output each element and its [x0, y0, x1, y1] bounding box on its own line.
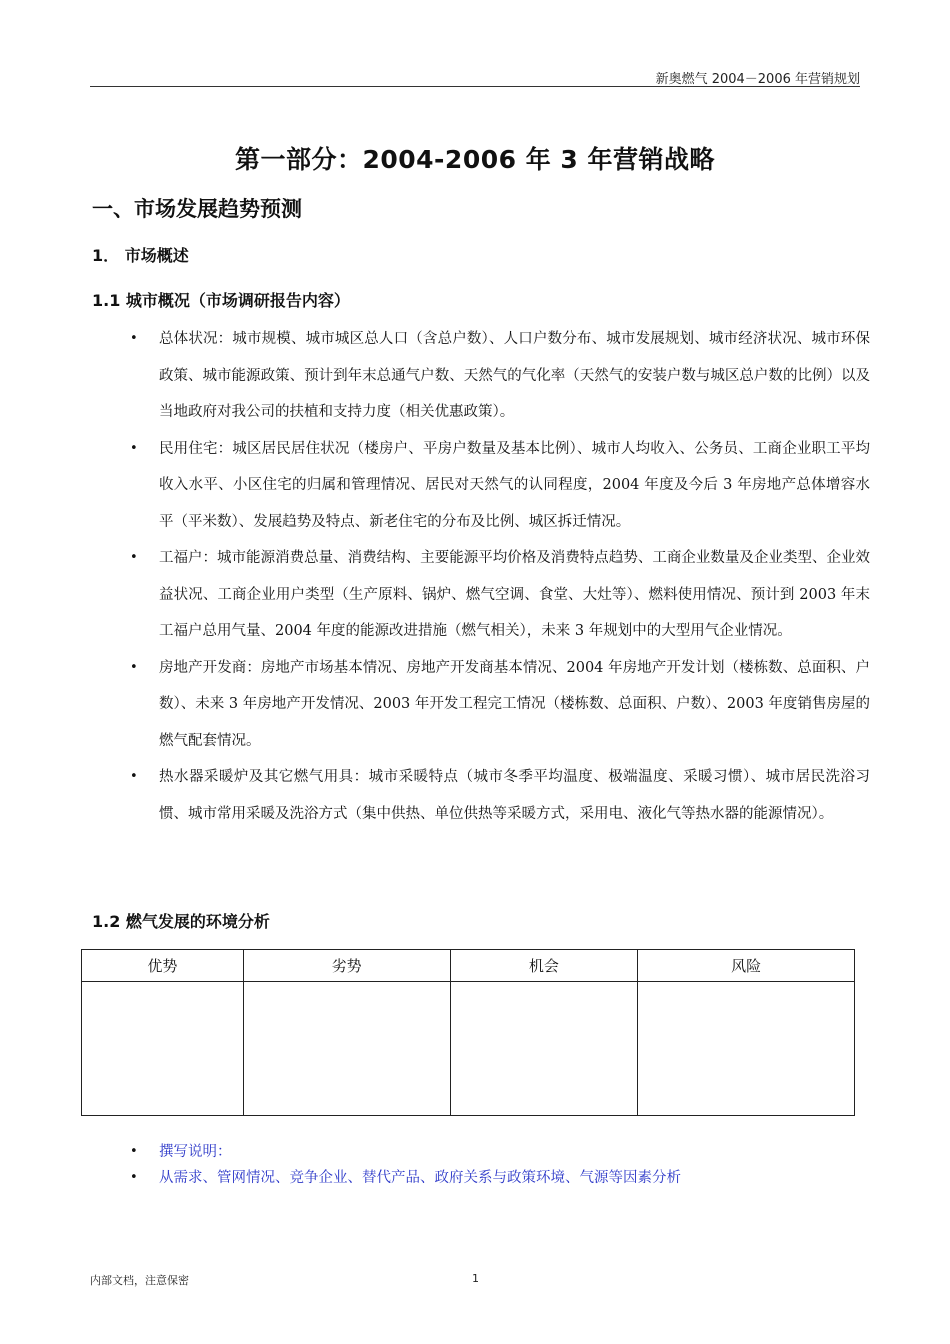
- column-header-opportunities: 机会: [450, 950, 638, 982]
- subsubsection-heading: 1.1 城市概况（市场调研报告内容）: [92, 291, 350, 310]
- page-header: 新奥燃气 2004－2006 年营销规划: [655, 72, 860, 87]
- list-item-text: 总体状况：城市规模、城市城区总人口（含总户数）、人口户数分布、城市发展规划、城市经济状况、城市环保政策、城市能源政策、预计到年末总通气户数、天然气的气化率（天然气的安装户数与城区总户数的比例）以及当地政府对我公司的扶植和支持力度（相关优惠政策）。: [159, 331, 870, 420]
- list-item: [130, 431, 870, 541]
- list-item-text: 工福户：城市能源消费总量、消费结构、主要能源平均价格及消费特点趋势、工商企业数量及企业类型、企业效益状况、工商企业用户类型（生产原料、锅炉、燃气空调、食堂、大灶等）、燃料使用情况、预计到 2003 年末工福户总用气量、2004 年度的能源改进措施（燃气相关），未来 3 年规划中的大型用气企业情况。: [159, 550, 870, 639]
- table-header-row: [82, 950, 855, 982]
- table-cell: [82, 982, 244, 1116]
- table-cell: [638, 982, 855, 1116]
- swot-table: [81, 949, 855, 1116]
- column-header-weaknesses: 劣势: [243, 950, 450, 982]
- column-header-risks: 风险: [638, 950, 855, 982]
- footer-confidential: 内部文档，注意保密: [90, 1274, 189, 1287]
- list-item: [130, 759, 870, 832]
- list-item-text: 热水器采暖炉及其它燃气用具：城市采暖特点（城市冬季平均温度、极端温度、采暖习惯）、城市居民洗浴习惯、城市常用采暖及洗浴方式（集中供热、单位供热等采暖方式，采用电、液化气等热水器的能源情况）。: [159, 769, 870, 822]
- note-item: [130, 1165, 870, 1191]
- list-item: [130, 540, 870, 650]
- bullet-icon: •: [130, 331, 138, 346]
- bullet-icon: •: [130, 769, 138, 784]
- table-cell: [450, 982, 638, 1116]
- header-divider: [90, 86, 860, 87]
- list-item-text: 民用住宅：城区居民居住状况（楼房户、平房户数量及基本比例）、城市人均收入、公务员、工商企业职工平均收入水平、小区住宅的归属和管理情况、居民对天然气的认同程度，2004 年度及今后 3 年房地产总体增容水平（平米数）、发展趋势及特点、新老住宅的分布及比例、城区拆迁情况。: [159, 440, 870, 530]
- note-text: 从需求、管网情况、竞争企业、替代产品、政府关系与政策环境、气源等因素分析: [159, 1170, 681, 1186]
- bullet-icon: •: [130, 550, 138, 565]
- note-text: 撰写说明：: [159, 1144, 232, 1160]
- note-item: [130, 1139, 870, 1165]
- city-overview-list: [130, 321, 870, 832]
- table-cell: [243, 982, 450, 1116]
- writing-notes: [130, 1139, 870, 1191]
- list-item: [130, 650, 870, 760]
- column-header-strengths: 优势: [82, 950, 244, 982]
- bullet-icon: •: [130, 1170, 138, 1185]
- bullet-icon: •: [130, 1144, 138, 1159]
- bullet-icon: •: [130, 659, 138, 675]
- page-number: 1: [472, 1272, 479, 1285]
- list-item-text: 房地产开发商：房地产市场基本情况、房地产开发商基本情况、2004 年房地产开发计划（楼栋数、总面积、户数）、未来 3 年房地产开发情况、2003 年开发工程完工情况（楼栋数、总面积、户数）、2003 年度销售房屋的燃气配套情况。: [159, 659, 870, 749]
- environment-analysis-heading: 1.2 燃气发展的环境分析: [92, 912, 270, 931]
- bullet-icon: •: [130, 440, 138, 456]
- list-item: [130, 321, 870, 431]
- document-title: 第一部分：2004-2006 年 3 年营销战略: [234, 145, 716, 174]
- subsection-heading: 1． 市场概述: [92, 246, 189, 265]
- table-row: [82, 982, 855, 1116]
- section-heading: 一、市场发展趋势预测: [92, 197, 302, 221]
